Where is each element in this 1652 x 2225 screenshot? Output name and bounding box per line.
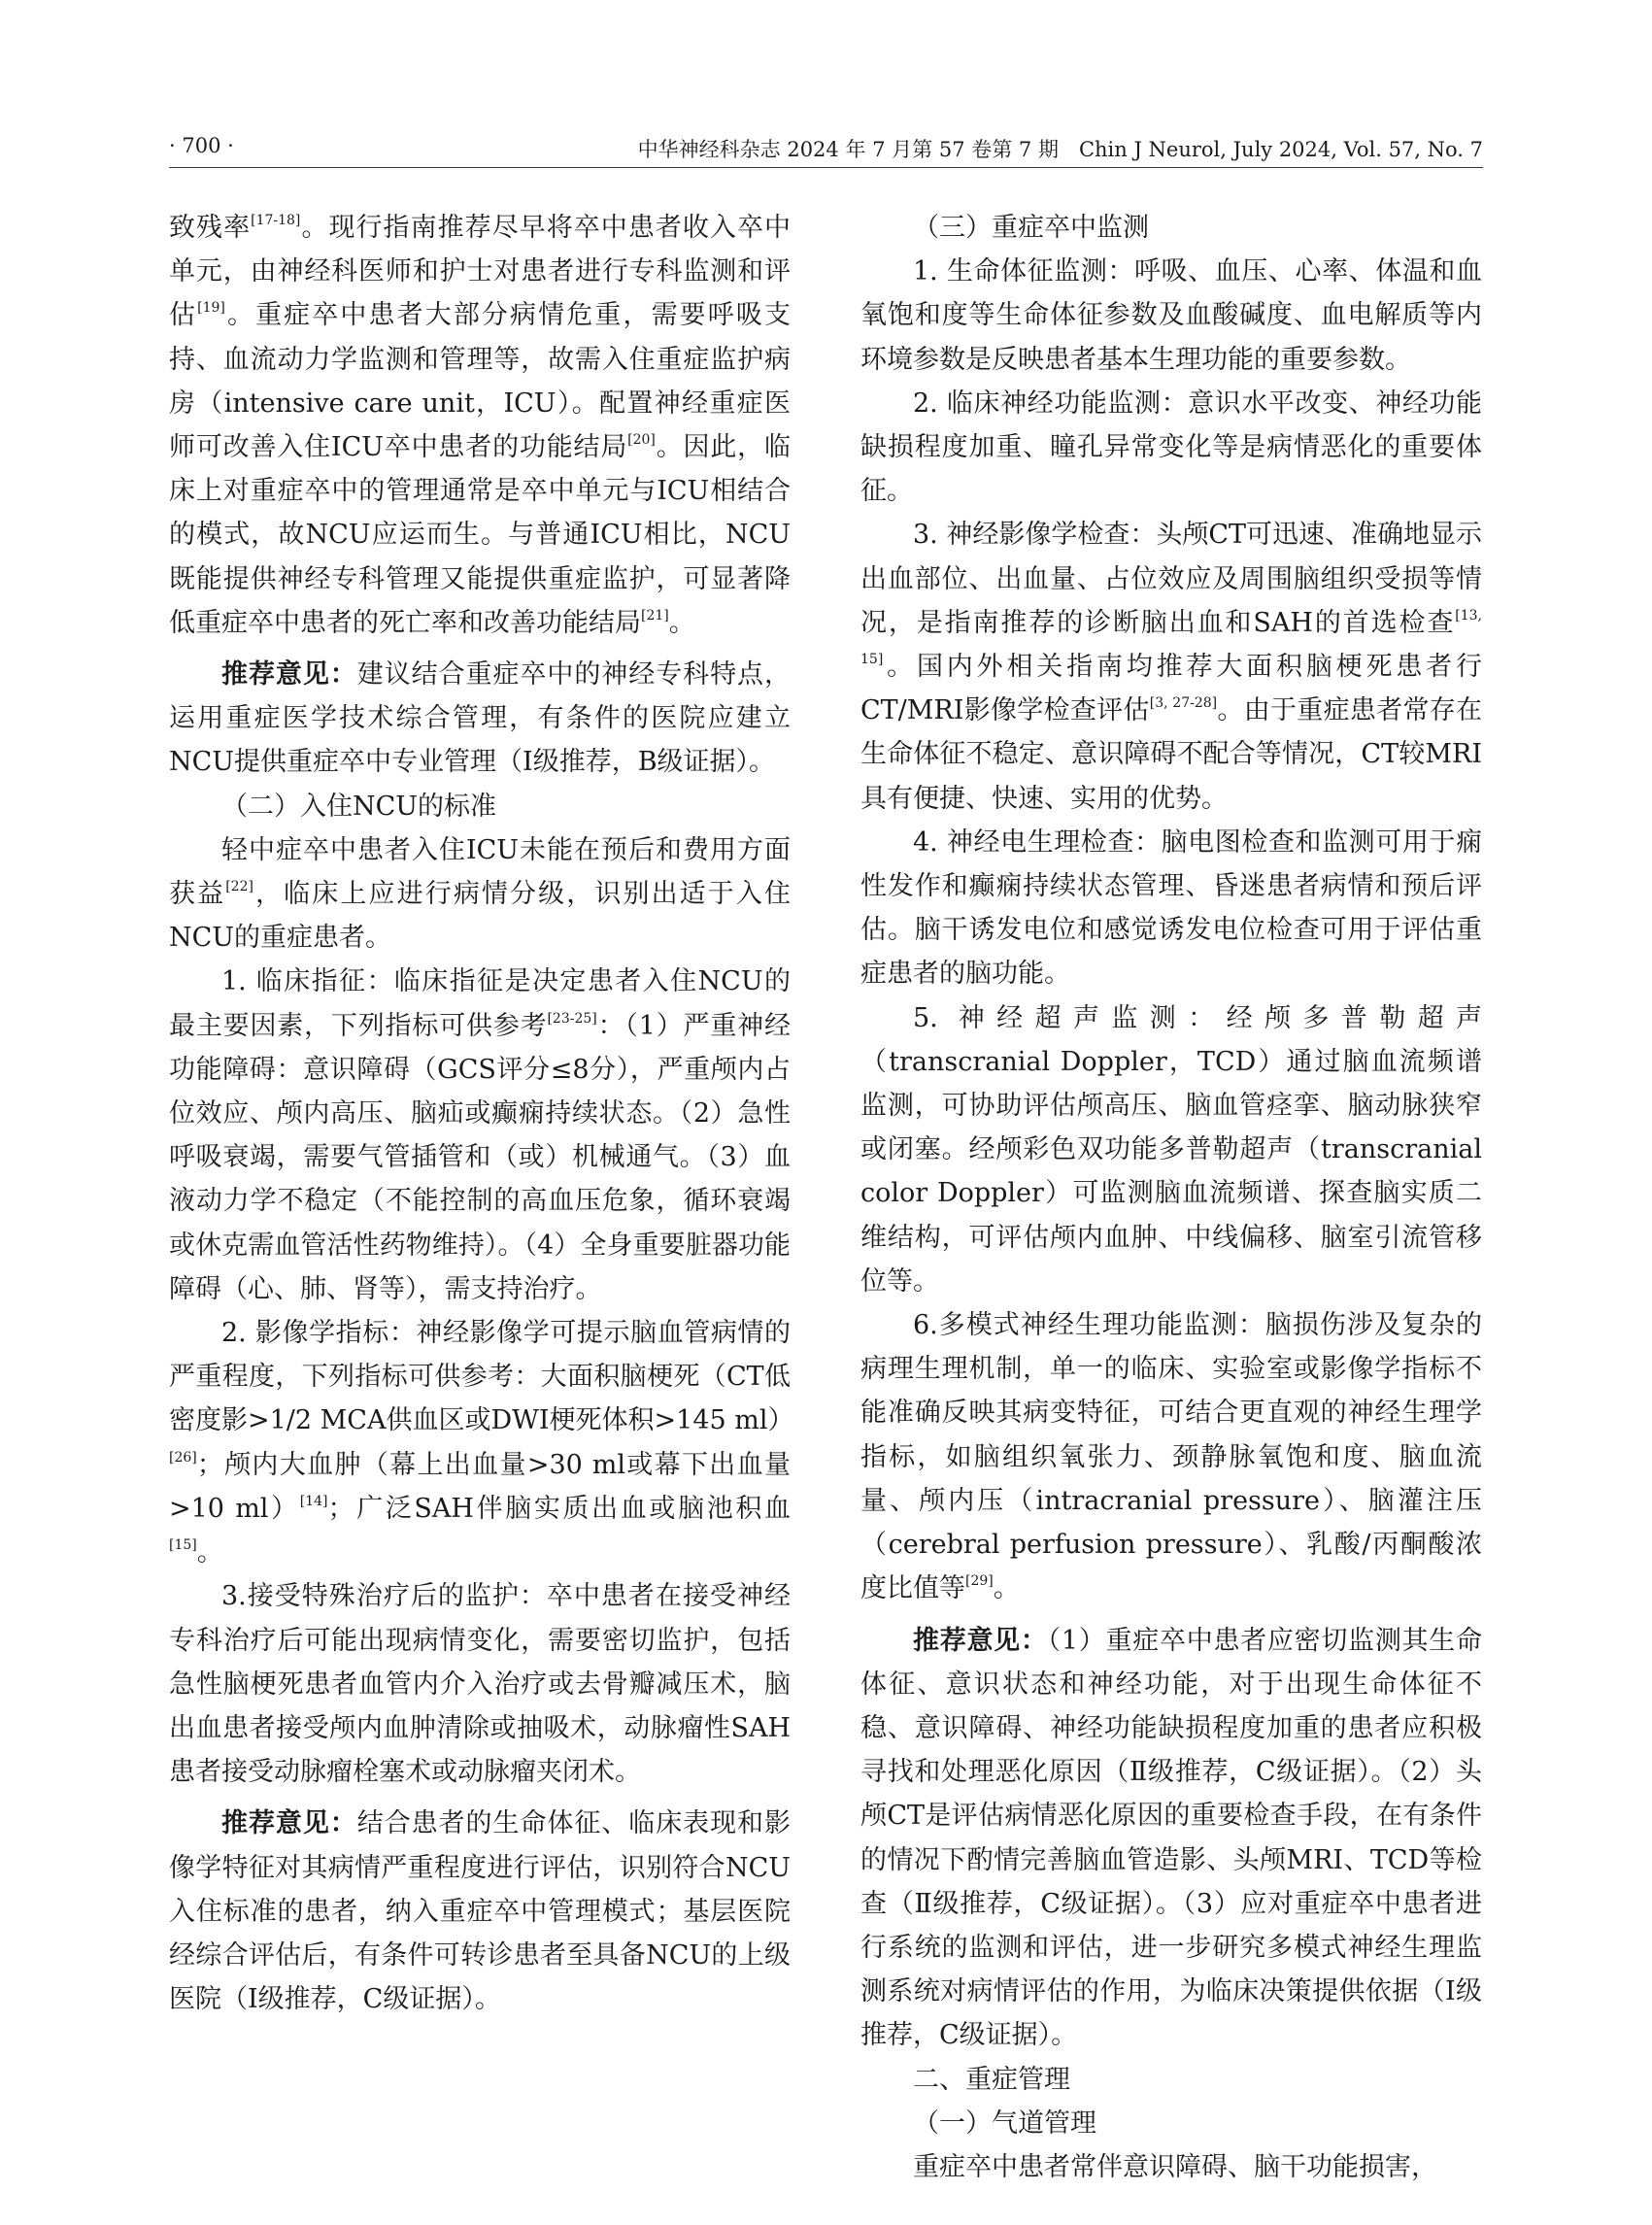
paragraph: 3.接受特殊治疗后的监护：卒中患者在接受神经专科治疗后可能出现病情变化，需要密切监护，包括急性脑梗死患者血管内介入治疗或去骨瓣减压术，脑出血患者接受颅内血肿清除或抽吸术，动脉瘤性SAH患者接受动脉瘤栓塞术或动脉瘤夹闭术。 bbox=[169, 1581, 791, 1788]
citation[interactable]: [13, 15] bbox=[860, 607, 1482, 668]
citation[interactable]: [20] bbox=[627, 432, 656, 449]
recommendation: 推荐意见：（1）重症卒中患者应密切监测其生命体征、意识状态和神经功能，对于出现生命体征不稳、意识障碍、神经功能缺损程度加重的患者应积极寻找和处理恶化原因（Ⅱ级推荐，C级证据）。（2）头颅CT是评估病情恶化原因的重要检查手段，在有条件的情况下酌情完善脑血管造影、头颅MRI、TCD等检查（Ⅱ级推荐，C级证据）。（3）应对重症卒中患者进行系统的监测和评估，进一步研究多模式神经生理监测系统对病情评估的作用，为临床决策提供依据（Ⅰ级推荐，C级证据）。 bbox=[860, 1625, 1483, 2051]
paragraph: 4. 神经电生理检查：脑电图检查和监测可用于痫性发作和癫痫持续状态管理、昏迷患者病情和预后评估。脑干诱发电位和感觉诱发电位检查可用于评估重症患者的脑功能。 bbox=[860, 826, 1482, 990]
section-heading: 二、重症管理 bbox=[913, 2064, 1070, 2095]
section-heading: （三）重症卒中监测 bbox=[913, 213, 1149, 243]
right-column bbox=[860, 206, 1482, 2189]
paragraph: 1. 生命体征监测：呼吸、血压、心率、体温和血氧饱和度等生命体征参数及血酸碱度、血电解质等内环境参数是反映患者基本生理功能的重要参数。 bbox=[860, 256, 1482, 375]
paragraph: 3. 神经影像学检查：头颅CT可迅速、准确地显示出血部位、出血量、占位效应及周围脑组织受损等情况，是指南推荐的诊断脑出血和SAH的首选检查[13, 15]。国内外相关指南均推荐大面积脑梗死患者行CT/MRI影像学检查评估[3, 27-28]。由于重症患者常存在生命体征不稳定、意识障碍不配合等情况，CT较MRI具有便捷、快速、实用的优势。 bbox=[860, 520, 1483, 814]
paragraph: 2. 临床神经功能监测：意识水平改变、神经功能缺损程度加重、瞳孔异常变化等是病情恶化的重要体征。 bbox=[860, 388, 1482, 507]
paragraph: 6.多模式神经生理功能监测：脑损伤涉及复杂的病理生理机制，单一的临床、实验室或影像学指标不能准确反映其病变特征，可结合更直观的神经生理学指标，如脑组织氧张力、颈静脉氧饱和度、脑血流量、颅内压（intracranial pressure）、脑灌注压（cerebral perfusion pressure）、乳酸/丙酮酸浓度比值等[29]。 bbox=[860, 1310, 1482, 1604]
recommendation: 推荐意见：建议结合重症卒中的神经专科特点，运用重症医学技术综合管理，有条件的医院应建立NCU提供重症卒中专业管理（Ⅰ级推荐，B级证据）。 bbox=[169, 659, 791, 778]
paragraph: 5. 神经超声监测：经颅多普勒超声（transcranial Doppler，TCD）通过脑血流频谱监测，可协助评估颅高压、脑血管痉挛、脑动脉狭窄或闭塞。经颅彩色双功能多普勒超声（transcranial color Doppler）可监测脑血流频谱、探查脑实质二维结构，可评估颅内血肿、中线偏移、脑室引流管移位等。 bbox=[860, 1002, 1482, 1297]
citation[interactable]: [14] bbox=[299, 1493, 328, 1509]
recommendation-label: 推荐意见： bbox=[221, 1808, 357, 1839]
citation[interactable]: [22] bbox=[225, 879, 253, 895]
paragraph: 2. 影像学指标：神经影像学可提示脑血管病情的严重程度，下列指标可供参考：大面积脑梗死（CT低密度影>1/2 MCA供血区或DWI梗死体积>145 ml）[26]；颅内大血肿（幕上出血量>30 ml或幕下出血量>10 ml）[14]；广泛SAH伴脑实质出血或脑池积血[15]。 bbox=[169, 1318, 794, 1568]
paragraph: 重症卒中患者常伴意识障碍、脑干功能损害， bbox=[913, 2151, 1437, 2182]
recommendation-label: 推荐意见： bbox=[913, 1625, 1048, 1656]
subsection-heading: （一）气道管理 bbox=[913, 2107, 1096, 2139]
page-number: · 700 · bbox=[169, 134, 234, 157]
left-column bbox=[169, 206, 794, 2021]
section-heading: （二）入住NCU的标准 bbox=[221, 791, 497, 822]
running-header bbox=[169, 134, 1483, 168]
citation[interactable]: [3, 27-28] bbox=[1149, 695, 1218, 712]
citation[interactable]: [21] bbox=[641, 607, 669, 624]
citation[interactable]: [15] bbox=[169, 1537, 197, 1554]
recommendation-label: 推荐意见： bbox=[221, 659, 357, 691]
paragraph: 致残率[17-18]。现行指南推荐尽早将卒中患者收入卒中单元，由神经科医师和护士对患者进行专科监测和评估[19]。重症卒中患者大部分病情危重，需要呼吸支持、血流动力学监测和管理等，故需入住重症监护病房（intensive care unit，ICU）。配置神经重症医师可改善入住ICU卒中患者的功能结局[20]。因此，临床上对重症卒中的管理通常是卒中单元与ICU相结合的模式，故NCU应运而生。与普通ICU相比，NCU既能提供神经专科管理又能提供重症监护，可显著降低重症卒中患者的死亡率和改善功能结局[21]。 bbox=[169, 213, 792, 638]
citation[interactable]: [29] bbox=[965, 1573, 994, 1590]
citation[interactable]: [19] bbox=[197, 300, 225, 317]
citation[interactable]: [17-18] bbox=[251, 213, 301, 228]
paragraph: 1. 临床指征：临床指征是决定患者入住NCU的最主要因素，下列指标可供参考[23-25]：（1）严重神经功能障碍：意识障碍（GCS评分≤8分），严重颅内占位效应、颅内高压、脑疝或癫痫持续状态。（2）急性呼吸衰竭，需要气管插管和（或）机械通气。（3）血液动力学不稳定（不能控制的高血压危象，循环衰竭或休克需血管活性药物维持）。（4）全身重要脏器功能障碍（心、肺、肾等），需支持治疗。 bbox=[169, 966, 791, 1304]
citation[interactable]: [26] bbox=[169, 1449, 197, 1466]
citation[interactable]: [23-25] bbox=[547, 1010, 597, 1027]
paragraph: 轻中症卒中患者入住ICU未能在预后和费用方面获益[22]，临床上应进行病情分级，识别出适于入住NCU的重症患者。 bbox=[169, 834, 792, 954]
journal-citation: 中华神经科杂志 2024 年 7 月第 57 卷第 7 期 Chin J Neurol, July 2024, Vol. 57, No. 7 bbox=[637, 138, 1483, 161]
recommendation: 推荐意见：结合患者的生命体征、临床表现和影像学特征对其病情严重程度进行评估，识别符合NCU入住标准的患者，纳入重症卒中管理模式；基层医院经综合评估后，有条件可转诊患者至具备NCU的上级医院（Ⅰ级推荐，C级证据）。 bbox=[169, 1808, 791, 2015]
